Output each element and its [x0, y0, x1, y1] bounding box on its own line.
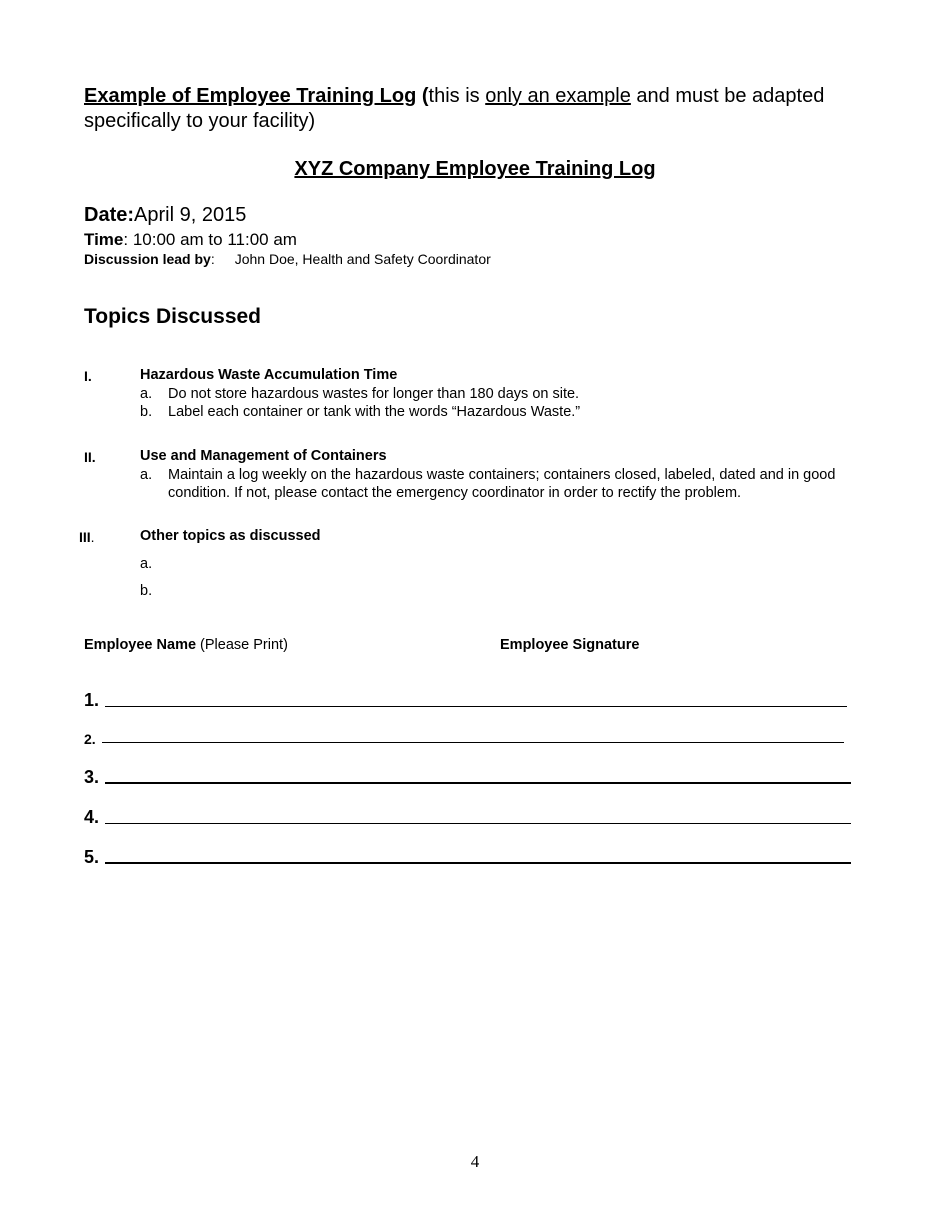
lead-colon: :	[210, 251, 215, 267]
line-number: 2.	[84, 731, 96, 747]
list-marker: a.	[140, 556, 153, 572]
list-marker: a.	[140, 467, 153, 483]
heading-text-after: and must be adapted specifically to your facility)	[84, 85, 825, 132]
list-item	[140, 404, 580, 420]
signature-line[interactable]	[105, 823, 851, 824]
section-numeral	[79, 529, 95, 545]
line-number: 4.	[84, 807, 100, 827]
signature-line[interactable]	[105, 706, 847, 707]
time-label: Time	[84, 230, 124, 249]
signature-line-row	[84, 767, 851, 788]
date-label: Date:	[84, 204, 135, 226]
list-item	[140, 386, 579, 402]
document-title: XYZ Company Employee Training Log	[294, 158, 656, 180]
employee-name-label: Employee Name	[84, 637, 197, 653]
signature-line[interactable]	[105, 782, 851, 784]
line-number: 1.	[84, 690, 100, 710]
section-title: Other topics as discussed	[140, 528, 321, 544]
time-line	[84, 230, 297, 250]
section-numeral: II.	[84, 449, 96, 465]
section-title: Use and Management of Containers	[140, 448, 387, 464]
signature-line[interactable]	[102, 742, 844, 743]
list-item	[140, 583, 168, 599]
section-numeral-suffix: .	[90, 529, 95, 545]
employee-signature-header	[500, 637, 639, 653]
line-number: 5.	[84, 847, 100, 867]
time-value: : 10:00 am to 11:00 am	[123, 230, 297, 249]
signature-line-row	[84, 731, 844, 747]
list-item	[140, 466, 840, 502]
heading-title: Example of Employee Training Log	[84, 85, 417, 107]
lead-label: Discussion lead by	[84, 251, 211, 267]
signature-line-row	[84, 847, 851, 868]
page-number: 4	[470, 1152, 480, 1171]
section-title: Hazardous Waste Accumulation Time	[140, 367, 398, 383]
signature-line-row	[84, 690, 847, 711]
list-marker: a.	[140, 386, 153, 402]
heading-open-paren: (	[421, 85, 429, 107]
discussion-lead-line	[84, 251, 491, 267]
list-item-text: Do not store hazardous wastes for longer than 180 days on site.	[168, 386, 580, 402]
signature-line-row	[84, 807, 851, 828]
topics-heading: Topics Discussed	[84, 305, 262, 328]
employee-name-hint: (Please Print)	[196, 637, 288, 653]
list-marker: b.	[140, 404, 153, 420]
section-numeral: I.	[84, 368, 92, 384]
heading-underlined: only an example	[485, 85, 631, 107]
intro-heading	[84, 84, 904, 134]
lead-value: John Doe, Health and Safety Coordinator	[234, 251, 491, 267]
list-item-text: Label each container or tank with the words “Hazardous Waste.”	[168, 404, 581, 420]
date-value: April 9, 2015	[134, 204, 247, 226]
employee-signature-label: Employee Signature	[500, 637, 640, 653]
heading-text-before: this is	[428, 85, 486, 107]
employee-name-header	[84, 637, 288, 653]
signature-line[interactable]	[105, 862, 851, 864]
list-marker: b.	[140, 583, 153, 599]
section-numeral-text: III	[79, 529, 91, 545]
date-line	[84, 204, 246, 227]
list-item-text: Maintain a log weekly on the hazardous waste containers; containers closed, labeled, dated and in good condition. If not, please contact the emergency coordinator in order to rectify the problem.	[168, 467, 836, 501]
line-number: 3.	[84, 767, 100, 787]
list-item	[140, 556, 168, 572]
